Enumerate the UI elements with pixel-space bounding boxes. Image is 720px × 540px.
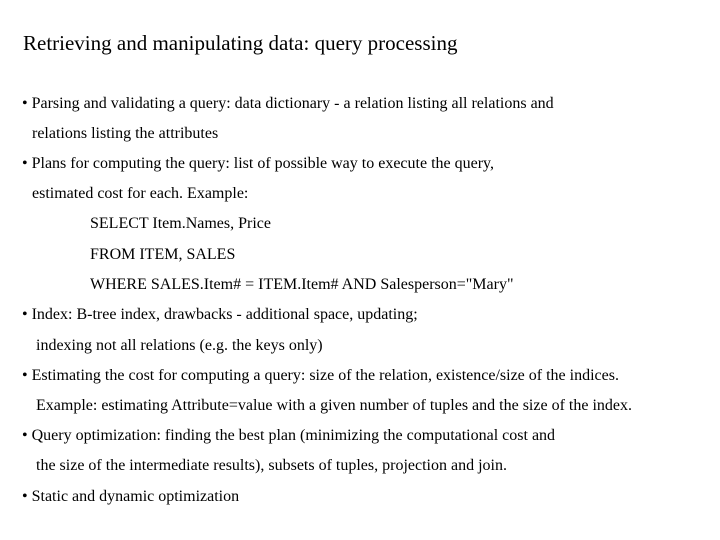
bullet-plans-line-2: estimated cost for each. Example:	[32, 185, 249, 202]
slide-title: Retrieving and manipulating data: query processing	[23, 31, 458, 55]
bullet-plans-line-1: • Plans for computing the query: list of possible way to execute the query,	[22, 155, 495, 172]
bullet-optimization-line-1: • Query optimization: finding the best plan (minimizing the computational cost and	[22, 427, 556, 444]
sql-from-line: FROM ITEM, SALES	[90, 246, 236, 263]
bullet-parsing-line-1: • Parsing and validating a query: data dictionary - a relation listing all relations and	[22, 95, 554, 112]
bullet-estimating-line-1: • Estimating the cost for computing a query: size of the relation, existence/size of the indices.	[22, 367, 619, 384]
bullet-static-dynamic: • Static and dynamic optimization	[22, 488, 240, 505]
bullet-parsing-line-2: relations listing the attributes	[32, 125, 219, 142]
sql-where-line: WHERE SALES.Item# = ITEM.Item# AND Salesperson="Mary"	[90, 276, 514, 293]
bullet-index-line-2: indexing not all relations (e.g. the keys only)	[36, 337, 323, 354]
bullet-optimization-line-2: the size of the intermediate results), subsets of tuples, projection and join.	[36, 457, 507, 474]
sql-select-line: SELECT Item.Names, Price	[90, 215, 271, 232]
bullet-index-line-1: • Index: B-tree index, drawbacks - additional space, updating;	[22, 306, 418, 323]
bullet-estimating-line-2: Example: estimating Attribute=value with a given number of tuples and the size of the index.	[36, 397, 632, 414]
